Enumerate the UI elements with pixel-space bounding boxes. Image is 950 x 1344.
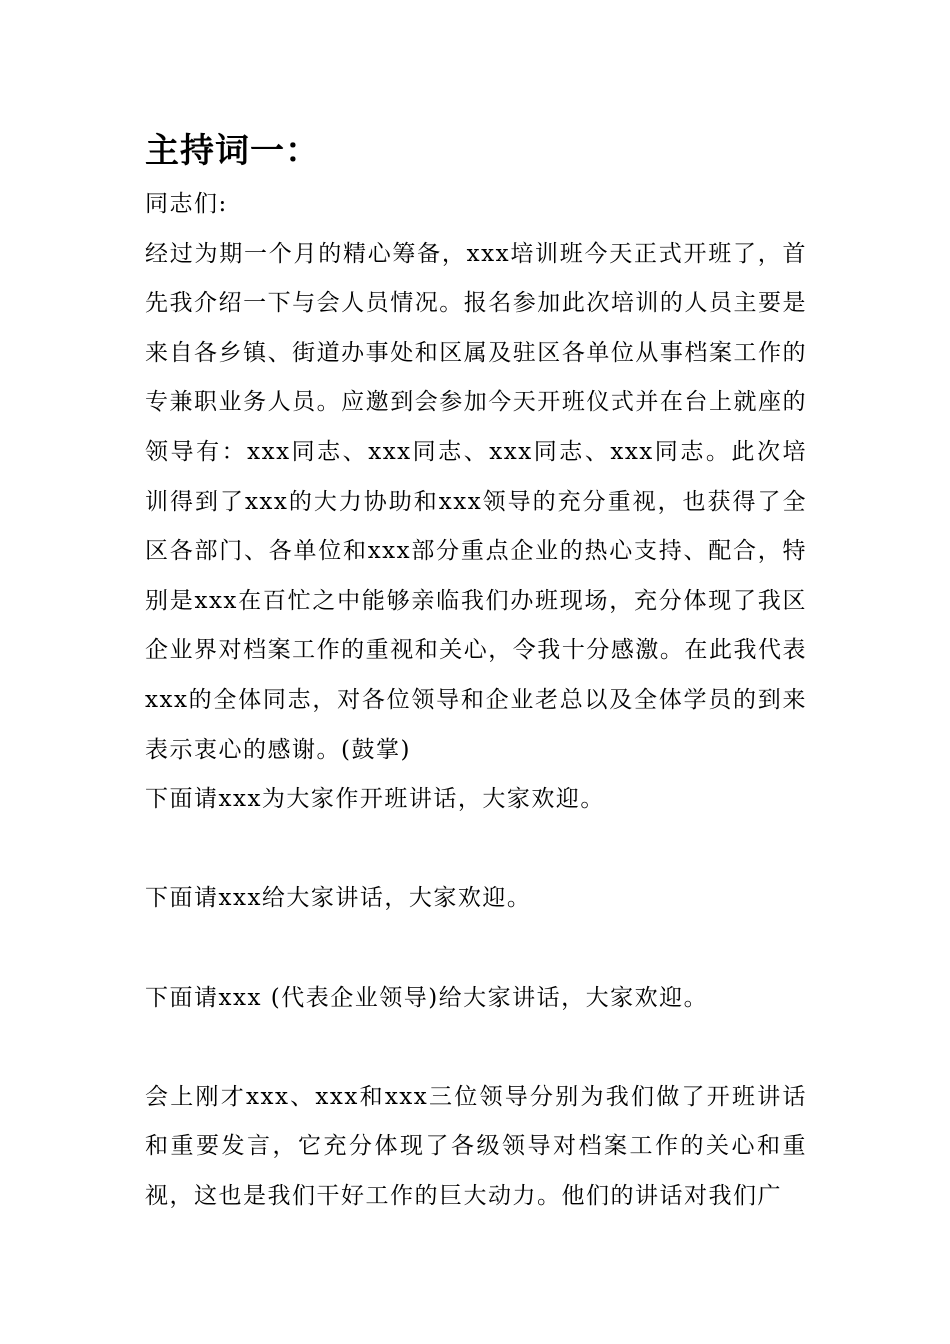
document-body — [145, 128, 807, 1221]
speech-invitation-1: 下面请xxx为大家作开班讲话，大家欢迎。 — [145, 786, 605, 813]
opening-paragraph: 经过为期一个月的精心筹备，xxx培训班今天正式开班了，首先我介绍一下与会人员情况。报名参加此次培训的人员主要是来自各乡镇、街道办事处和区属及驻区各单位从事档案工作的专兼职业务人员。应邀到会参加今天开班仪式并在台上就座的领导有：xxx同志、xxx同志、xxx同志、xxx同志。此次培训得到了xxx的大力协助和xxx领导的充分重视，也获得了全区各部门、各单位和xxx部分重点企业的热心支持、配合，特别是xxx在百忙之中能够亲临我们办班现场，充分体现了我区企业界对档案工作的重视和关心，令我十分感激。在此我代表xxx的全体同志，对各位领导和企业老总以及全体学员的到来表示衷心的感谢。(鼓掌) — [145, 240, 807, 763]
blank-line — [145, 825, 807, 875]
speech-invitation-2: 下面请xxx给大家讲话，大家欢迎。 — [145, 885, 532, 912]
document-title: 主持词一： — [145, 131, 320, 171]
salutation: 同志们: — [145, 191, 228, 217]
closing-paragraph: 会上刚才xxx、xxx和xxx三位领导分别为我们做了开班讲话和重要发言，它充分体现了各级领导对档案工作的关心和重视，这也是我们干好工作的巨大动力。他们的讲话对我们广 — [145, 1083, 807, 1209]
blank-line — [145, 1023, 807, 1073]
speech-invitation-3: 下面请xxx (代表企业领导)给大家讲话，大家欢迎。 — [145, 984, 709, 1011]
blank-line — [145, 924, 807, 974]
